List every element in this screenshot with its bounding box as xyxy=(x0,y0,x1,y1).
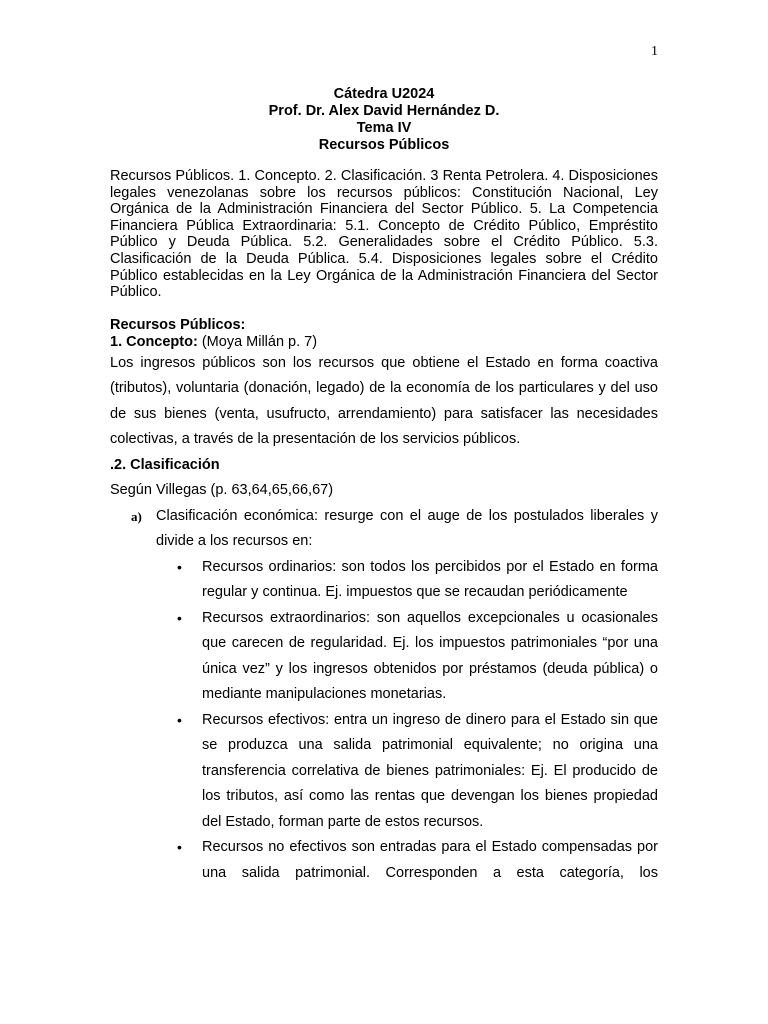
bullet-icon: • xyxy=(177,839,182,856)
topic-title: Recursos Públicos xyxy=(318,137,450,153)
classification-heading: .2. Clasificación xyxy=(110,456,220,473)
section-title: Recursos Públicos: xyxy=(110,316,246,333)
topic-number: Tema IV xyxy=(356,120,412,136)
list-item-text: Recursos no efectivos son entradas para el Estado compensadas por una salida patrimonial. Corresponden a esta categoría, los xyxy=(202,839,658,881)
bullet-icon: • xyxy=(177,558,182,575)
page-number: 1 xyxy=(651,44,658,59)
list-item xyxy=(110,555,658,606)
concept-source: (Moya Millán p. 7) xyxy=(197,333,318,350)
list-item-text: Recursos ordinarios: son todos los percibidos por el Estado en forma regular y continua. Ej. impuestos que se recaudan periódicamente xyxy=(202,558,658,601)
list-item xyxy=(110,835,658,886)
concept-label: 1. Concepto: xyxy=(110,333,198,350)
list-item-a-text: Clasificación económica: resurge con el auge de los postulados liberales y divide a los recursos en: xyxy=(156,507,658,550)
topic-summary: Recursos Públicos. 1. Concepto. 2. Clasificación. 3 Renta Petrolera. 4. Disposiciones legales venezolanas sobre los recursos públicos: Constitución Nacional, Ley Orgánica de la Administración Financiera del Sector Público. 5. La Competencia Financiera Pública Extraordinaria: 5.1. Concepto de Crédito Público, Empréstito Público y Deuda Pública. 5.2. Generalidades sobre el Crédito Público. 5.3. Clasificación de la Deuda Pública. 5.4. Disposiciones legales sobre el Crédito Público establecidas en la Ley Orgánica de la Administración Financiera del Sector Público. xyxy=(110,168,658,301)
bullet-icon: • xyxy=(177,711,182,728)
concept-paragraph: Los ingresos públicos son los recursos que obtiene el Estado en forma coactiva (tributos), voluntaria (donación, legado) de la economía de los particulares y del uso de sus bienes (venta, usufructo, arrendamiento) para satisfacer las necesidades colectivas, a través de la presentación de los servicios públicos. xyxy=(110,354,658,448)
list-item-a xyxy=(110,504,658,555)
professor-name: Prof. Dr. Alex David Hernández D. xyxy=(268,103,500,119)
bullet-list xyxy=(110,555,658,887)
list-item xyxy=(110,606,658,708)
list-item-text: Recursos efectivos: entra un ingreso de dinero para el Estado sin que se produzca una salida patrimonial equivalente; no origina una transferencia correlativa de bienes patrimoniales: Ej. El producido de los tributos, así como las rentas que devengan los bienes propiedad del Estado, forman parte de estos recursos. xyxy=(202,711,658,830)
list-item-text: Recursos extraordinarios: son aquellos excepcionales u ocasionales que carecen de regularidad. Ej. los impuestos patrimoniales “por una única vez” y los ingresos obtenidos por préstamos (deuda pública) o mediante manipulaciones monetarias. xyxy=(202,609,658,703)
list-marker-a: a) xyxy=(131,508,142,524)
classification-source: Según Villegas (p. 63,64,65,66,67) xyxy=(110,482,334,499)
document-body xyxy=(110,86,658,886)
list-item xyxy=(110,708,658,836)
course-title: Cátedra U2024 xyxy=(333,86,435,102)
concept-heading xyxy=(110,334,658,351)
bullet-icon: • xyxy=(177,609,182,626)
